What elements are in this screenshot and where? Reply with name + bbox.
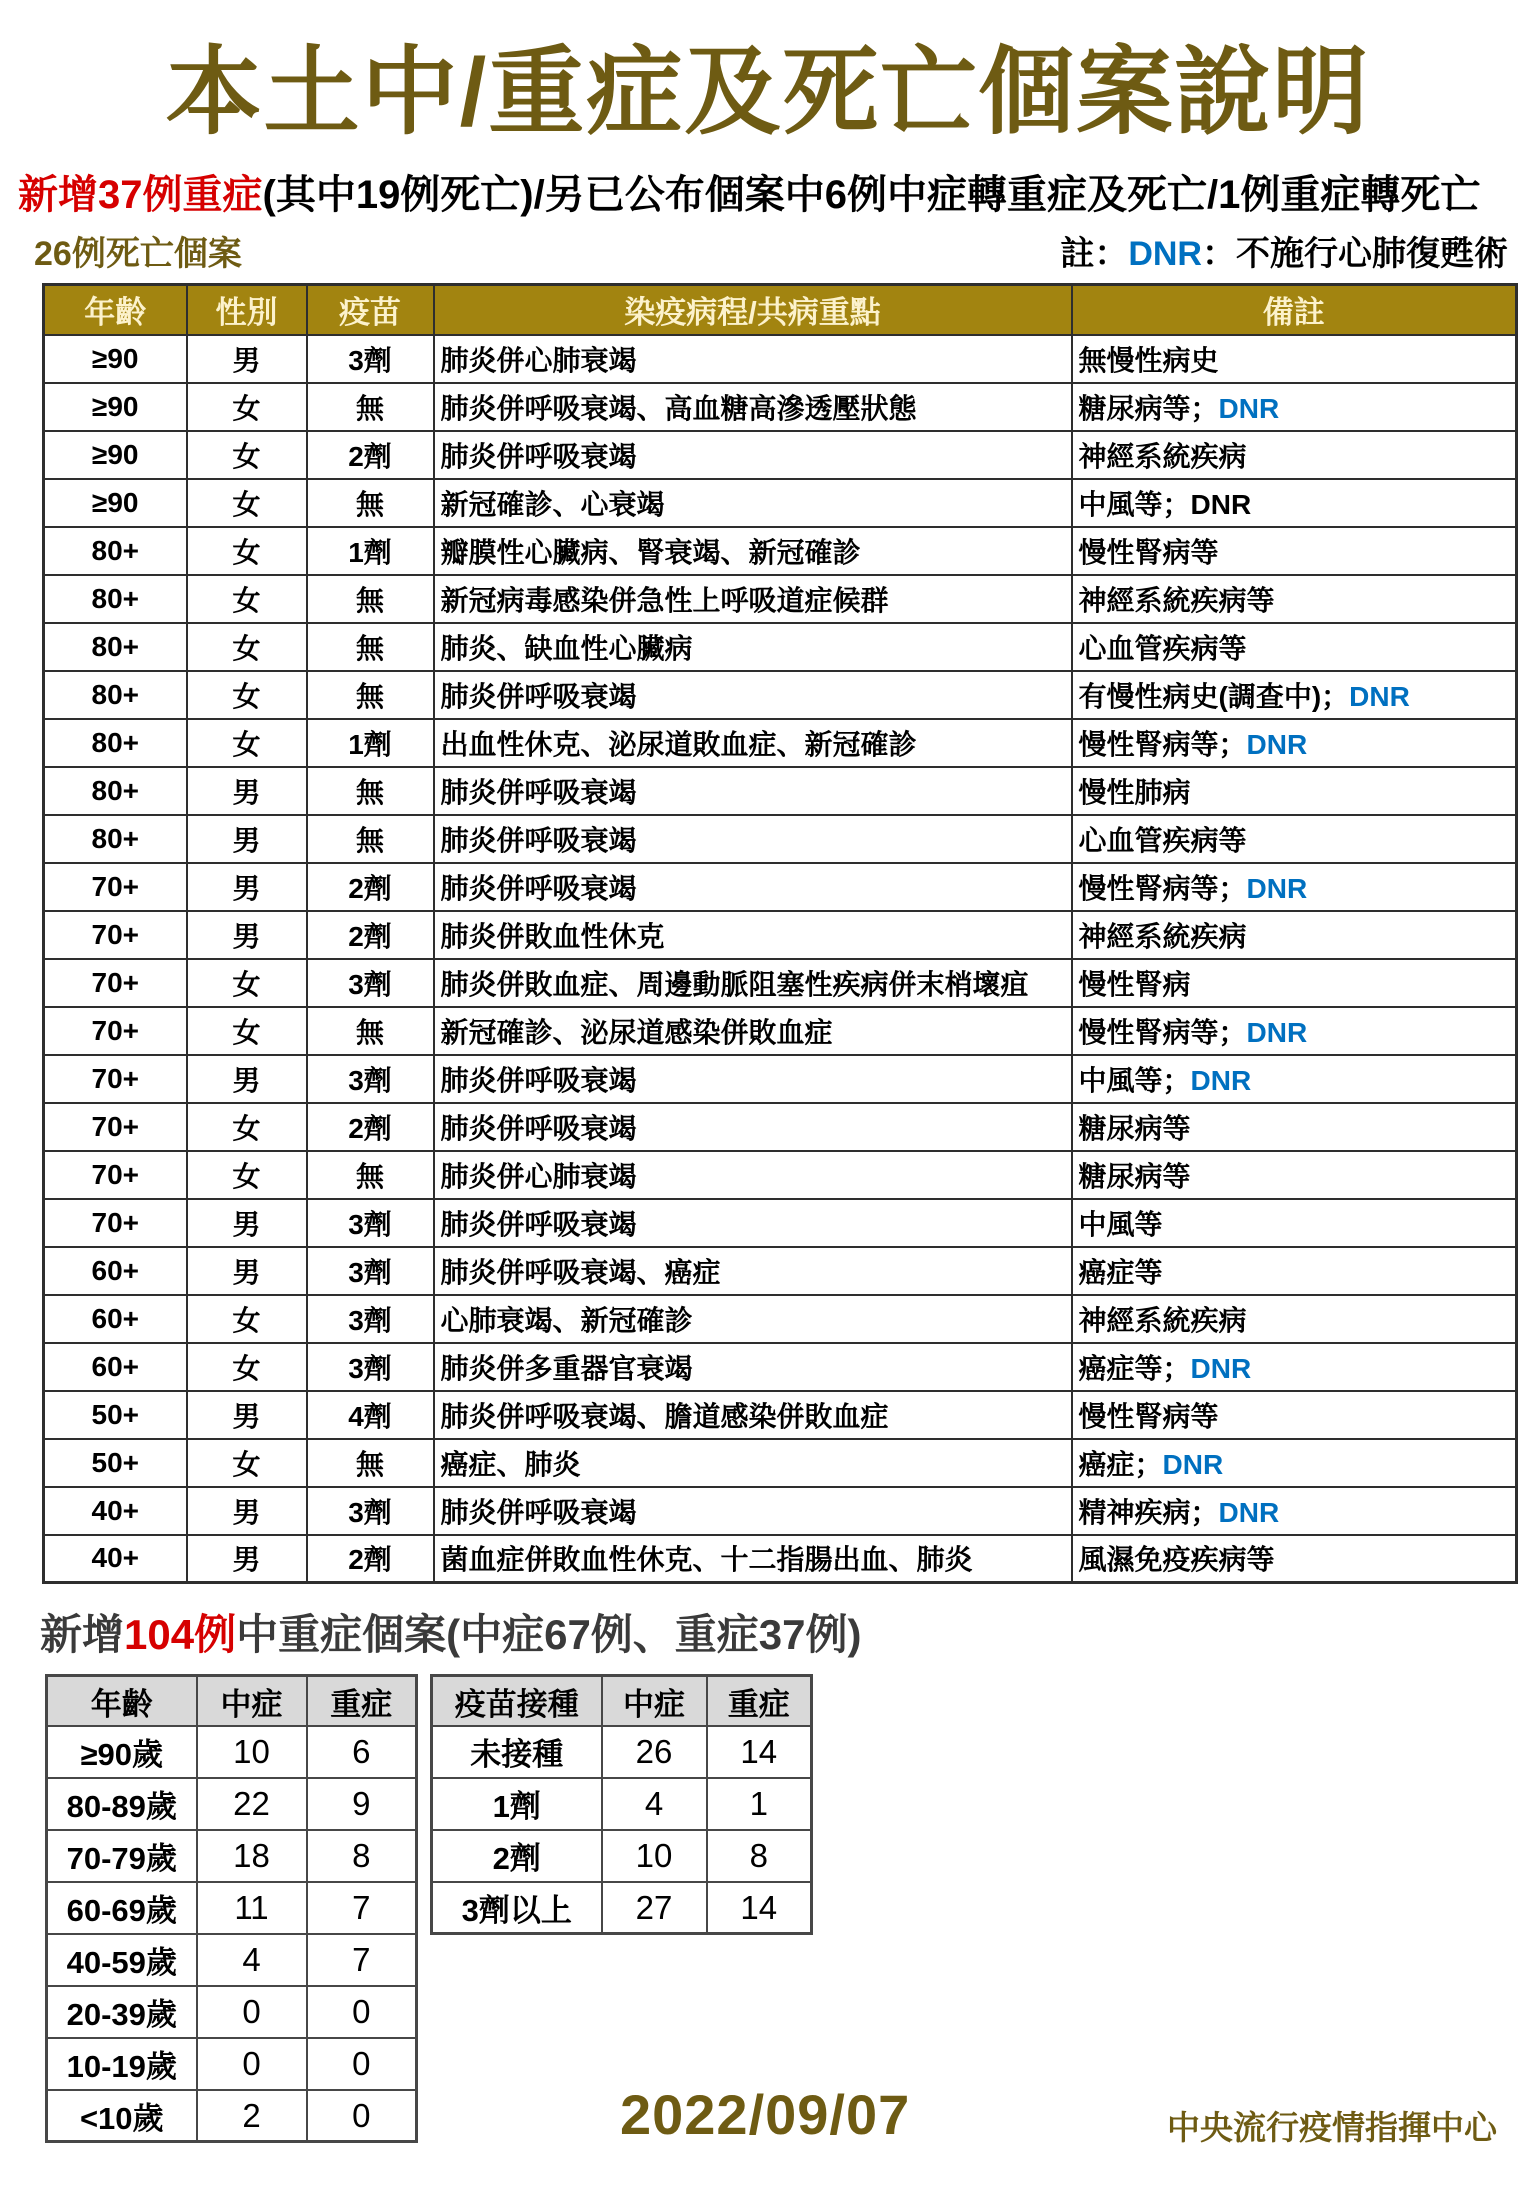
age-cell: 40+	[44, 1487, 187, 1535]
summary-section	[45, 1674, 1536, 2152]
count-cell: 4	[197, 1934, 307, 1986]
age-cell: 70+	[44, 911, 187, 959]
category-cell: 40-59歲	[47, 1934, 197, 1986]
sex-cell: 男	[187, 1391, 307, 1439]
remark-text: 慢性肺病	[1078, 776, 1191, 808]
remark-cell	[1072, 1439, 1517, 1487]
death-table-row	[44, 815, 1517, 863]
vaccine-table-body	[432, 1726, 812, 1934]
disease-course-cell: 肺炎併敗血症、周邊動脈阻塞性疾病併末梢壞疽	[434, 959, 1072, 1007]
disease-course-cell: 肺炎併呼吸衰竭、癌症	[434, 1247, 1072, 1295]
mini-table-row	[47, 2038, 417, 2090]
vaccine-cell: 1劑	[307, 527, 434, 575]
vaccine-cell: 3劑	[307, 1055, 434, 1103]
remark-cell	[1072, 671, 1517, 719]
age-cell: 60+	[44, 1343, 187, 1391]
disease-course-cell: 出血性休克、泌尿道敗血症、新冠確診	[434, 719, 1072, 767]
dnr-tag: DNR	[1190, 1064, 1252, 1096]
vaccine-cell: 無	[307, 815, 434, 863]
remark-text: 癌症等；	[1078, 1352, 1191, 1384]
remark-cell	[1072, 1055, 1517, 1103]
disease-course-cell: 肺炎併心肺衰竭	[434, 335, 1072, 383]
agency-name: 中央流行疫情指揮中心	[1167, 2109, 1497, 2147]
category-cell: 2劑	[432, 1830, 602, 1882]
death-table-row	[44, 1199, 1517, 1247]
dnr-note	[1060, 234, 1508, 275]
age-cell: 70+	[44, 1151, 187, 1199]
remark-cell	[1072, 527, 1517, 575]
death-table-row	[44, 479, 1517, 527]
mini-table-row	[47, 1986, 417, 2038]
count-cell: 0	[307, 2090, 417, 2142]
age-cell: 60+	[44, 1295, 187, 1343]
death-table-row	[44, 431, 1517, 479]
age-cell: 80+	[44, 767, 187, 815]
sex-cell: 女	[187, 1007, 307, 1055]
sex-cell: 男	[187, 1487, 307, 1535]
mini-table-row	[47, 1726, 417, 1778]
vaccine-cell: 無	[307, 1439, 434, 1487]
death-table-row	[44, 1391, 1517, 1439]
vaccine-table-header-row	[432, 1676, 812, 1726]
sex-cell: 女	[187, 1439, 307, 1487]
age-cell: ≥90	[44, 383, 187, 431]
remark-text: 慢性腎病	[1078, 968, 1191, 1000]
remark-text: 心血管疾病等	[1078, 824, 1247, 856]
death-table-row	[44, 959, 1517, 1007]
category-cell: 3劑以上	[432, 1882, 602, 1934]
age-cell: 80+	[44, 527, 187, 575]
vaccine-cell: 4劑	[307, 1391, 434, 1439]
disease-course-cell: 肺炎併呼吸衰竭	[434, 1055, 1072, 1103]
count-cell: 2	[197, 2090, 307, 2142]
remark-cell	[1072, 911, 1517, 959]
remark-cell	[1072, 1007, 1517, 1055]
vaccine-cell: 無	[307, 767, 434, 815]
disease-course-cell: 肺炎併呼吸衰竭	[434, 671, 1072, 719]
category-cell: 10-19歲	[47, 2038, 197, 2090]
remark-cell	[1072, 1247, 1517, 1295]
count-cell: 0	[307, 1986, 417, 2038]
count-cell: 6	[307, 1726, 417, 1778]
age-cell: 70+	[44, 1103, 187, 1151]
age-cell: 70+	[44, 863, 187, 911]
remark-cell	[1072, 479, 1517, 527]
age-cell: 80+	[44, 575, 187, 623]
remark-cell	[1072, 815, 1517, 863]
remark-text: 慢性腎病等	[1078, 1400, 1219, 1432]
death-table-row	[44, 767, 1517, 815]
count-cell: 8	[707, 1830, 812, 1882]
remark-text: 糖尿病等	[1078, 1112, 1191, 1144]
age-cell: 60+	[44, 1247, 187, 1295]
disease-course-cell: 肺炎併呼吸衰竭	[434, 1487, 1072, 1535]
sex-cell: 女	[187, 527, 307, 575]
disease-course-cell: 肺炎併心肺衰竭	[434, 1151, 1072, 1199]
age-cell: 40+	[44, 1535, 187, 1583]
vaccine-cell: 3劑	[307, 1487, 434, 1535]
deaths-count-label: 26例死亡個案	[34, 235, 242, 274]
remark-cell	[1072, 1151, 1517, 1199]
age-cell: ≥90	[44, 335, 187, 383]
count-cell: 8	[307, 1830, 417, 1882]
dnr-tag: DNR	[1246, 1016, 1308, 1048]
count-cell: 1	[707, 1778, 812, 1830]
remark-cell	[1072, 1343, 1517, 1391]
vaccine-cell: 無	[307, 1151, 434, 1199]
remark-text: 慢性腎病等；	[1078, 872, 1247, 904]
death-table-body	[44, 335, 1517, 1583]
remark-text: 神經系統疾病	[1078, 1304, 1247, 1336]
disease-course-cell: 心肺衰竭、新冠確診	[434, 1295, 1072, 1343]
remark-text: 神經系統疾病等	[1078, 584, 1275, 616]
count-cell: 0	[197, 1986, 307, 2038]
remark-cell	[1072, 719, 1517, 767]
remark-cell	[1072, 1391, 1517, 1439]
mini-table-row	[47, 1934, 417, 1986]
vaccine-cell: 2劑	[307, 431, 434, 479]
disease-course-cell: 肺炎併呼吸衰竭、高血糖高滲透壓狀態	[434, 383, 1072, 431]
category-cell: 70-79歲	[47, 1830, 197, 1882]
death-table-row	[44, 911, 1517, 959]
vaccine-cell: 3劑	[307, 959, 434, 1007]
death-table-row	[44, 863, 1517, 911]
disease-course-cell: 肺炎併呼吸衰竭	[434, 431, 1072, 479]
remark-cell	[1072, 335, 1517, 383]
mini-table-row	[432, 1882, 812, 1934]
death-table-header-row	[44, 285, 1517, 335]
count-cell: 0	[307, 2038, 417, 2090]
mini-table-header-cell: 中症	[602, 1676, 707, 1726]
count-cell: 4	[602, 1778, 707, 1830]
mini-table-header-cell: 年齡	[47, 1676, 197, 1726]
age-table-body	[47, 1726, 417, 2142]
remark-text: 中風等；DNR	[1078, 488, 1252, 520]
mini-table-row	[47, 1778, 417, 1830]
remark-cell	[1072, 863, 1517, 911]
count-cell: 7	[307, 1934, 417, 1986]
death-table-header-cell: 疫苗	[307, 285, 434, 335]
disease-course-cell: 肺炎併呼吸衰竭	[434, 767, 1072, 815]
disease-course-cell: 肺炎併呼吸衰竭	[434, 863, 1072, 911]
mini-table-row	[47, 1830, 417, 1882]
remark-text: 癌症等	[1078, 1256, 1163, 1288]
death-table-header-cell: 備註	[1072, 285, 1517, 335]
disease-course-cell: 肺炎、缺血性心臟病	[434, 623, 1072, 671]
remark-cell	[1072, 575, 1517, 623]
sex-cell: 女	[187, 719, 307, 767]
age-cell: ≥90	[44, 431, 187, 479]
vaccine-cell: 無	[307, 1007, 434, 1055]
mini-table-row	[432, 1830, 812, 1882]
disease-course-cell: 肺炎併呼吸衰竭	[434, 815, 1072, 863]
remark-text: 心血管疾病等	[1078, 632, 1247, 664]
remark-cell	[1072, 767, 1517, 815]
age-cell: 80+	[44, 815, 187, 863]
disease-course-cell: 菌血症併敗血性休克、十二指腸出血、肺炎	[434, 1535, 1072, 1583]
sex-cell: 男	[187, 1199, 307, 1247]
remark-cell	[1072, 1103, 1517, 1151]
section-heading-count: 104例	[124, 1611, 237, 1659]
dnr-abbr: DNR	[1128, 235, 1202, 274]
sex-cell: 女	[187, 1151, 307, 1199]
remark-cell	[1072, 959, 1517, 1007]
sex-cell: 女	[187, 1295, 307, 1343]
count-cell: 18	[197, 1830, 307, 1882]
sex-cell: 女	[187, 383, 307, 431]
age-distribution-table	[45, 1674, 418, 2143]
sex-cell: 男	[187, 1247, 307, 1295]
section-heading	[40, 1612, 1536, 1658]
vaccination-distribution-table	[430, 1674, 813, 1935]
death-table-row	[44, 1295, 1517, 1343]
mini-table-row	[47, 2090, 417, 2142]
death-table-row	[44, 527, 1517, 575]
sex-cell: 女	[187, 1103, 307, 1151]
age-cell: 80+	[44, 719, 187, 767]
vaccine-cell: 無	[307, 671, 434, 719]
dnr-tag: DNR	[1246, 872, 1308, 904]
report-date: 2022/09/07	[620, 2083, 911, 2147]
category-cell: 1劑	[432, 1778, 602, 1830]
remark-cell	[1072, 431, 1517, 479]
remark-text: 中風等；	[1078, 1064, 1191, 1096]
dnr-tag: DNR	[1349, 680, 1410, 712]
age-cell: ≥90	[44, 479, 187, 527]
remark-text: 神經系統疾病	[1078, 440, 1247, 472]
sex-cell: 男	[187, 335, 307, 383]
death-table-row	[44, 1487, 1517, 1535]
age-cell: 70+	[44, 1055, 187, 1103]
count-cell: 10	[197, 1726, 307, 1778]
remark-text: 癌症；	[1078, 1448, 1163, 1480]
remark-text: 中風等	[1078, 1208, 1163, 1240]
count-cell: 26	[602, 1726, 707, 1778]
mini-table-header-cell: 重症	[307, 1676, 417, 1726]
mini-table-header-cell: 中症	[197, 1676, 307, 1726]
count-cell: 0	[197, 2038, 307, 2090]
count-cell: 27	[602, 1882, 707, 1934]
sex-cell: 女	[187, 575, 307, 623]
remark-cell	[1072, 383, 1517, 431]
meta-row	[34, 234, 1508, 275]
vaccine-cell: 3劑	[307, 1295, 434, 1343]
remark-cell	[1072, 1487, 1517, 1535]
disease-course-cell: 癌症、肺炎	[434, 1439, 1072, 1487]
disease-course-cell: 新冠確診、心衰竭	[434, 479, 1072, 527]
death-table-row	[44, 719, 1517, 767]
age-cell: 70+	[44, 1007, 187, 1055]
death-table-row	[44, 1103, 1517, 1151]
subtitle	[18, 172, 1522, 218]
sex-cell: 女	[187, 431, 307, 479]
vaccine-cell: 3劑	[307, 1247, 434, 1295]
remark-cell	[1072, 1199, 1517, 1247]
death-table-row	[44, 1247, 1517, 1295]
remark-text: 糖尿病等；	[1078, 392, 1219, 424]
category-cell: 20-39歲	[47, 1986, 197, 2038]
disease-course-cell: 新冠確診、泌尿道感染併敗血症	[434, 1007, 1072, 1055]
age-cell: 80+	[44, 623, 187, 671]
sex-cell: 男	[187, 767, 307, 815]
vaccine-cell: 2劑	[307, 1535, 434, 1583]
age-table-header-row	[47, 1676, 417, 1726]
death-table-row	[44, 1343, 1517, 1391]
vaccine-cell: 2劑	[307, 863, 434, 911]
dnr-tag: DNR	[1190, 1352, 1252, 1384]
count-cell: 10	[602, 1830, 707, 1882]
death-table-header-cell: 年齡	[44, 285, 187, 335]
sex-cell: 女	[187, 671, 307, 719]
remark-text: 有慢性病史(調查中)；	[1078, 680, 1350, 712]
vaccine-cell: 無	[307, 479, 434, 527]
disease-course-cell: 肺炎併呼吸衰竭	[434, 1103, 1072, 1151]
page-title: 本土中/重症及死亡個案說明	[165, 39, 1371, 146]
count-cell: 14	[707, 1726, 812, 1778]
remark-text: 精神疾病；	[1078, 1496, 1219, 1528]
remark-text: 慢性腎病等；	[1078, 1016, 1247, 1048]
age-cell: 70+	[44, 959, 187, 1007]
disease-course-cell: 瓣膜性心臟病、腎衰竭、新冠確診	[434, 527, 1072, 575]
death-table-row	[44, 1055, 1517, 1103]
remark-text: 慢性腎病等；	[1078, 728, 1247, 760]
category-cell: 80-89歲	[47, 1778, 197, 1830]
disease-course-cell: 肺炎併呼吸衰竭、膽道感染併敗血症	[434, 1391, 1072, 1439]
sex-cell: 女	[187, 1343, 307, 1391]
death-table-row	[44, 623, 1517, 671]
mini-table-header-cell: 疫苗接種	[432, 1676, 602, 1726]
vaccine-cell: 無	[307, 383, 434, 431]
remark-text: 神經系統疾病	[1078, 920, 1247, 952]
death-table-header-cell: 染疫病程/共病重點	[434, 285, 1072, 335]
vaccine-cell: 3劑	[307, 335, 434, 383]
remark-cell	[1072, 1295, 1517, 1343]
vaccine-cell: 無	[307, 575, 434, 623]
age-cell: 50+	[44, 1391, 187, 1439]
subtitle-new-severe-count: 新增37例重症	[18, 173, 263, 218]
mini-table-header-cell: 重症	[707, 1676, 812, 1726]
dnr-note-suffix: ：不施行心肺復甦術	[1202, 235, 1508, 274]
sex-cell: 男	[187, 815, 307, 863]
count-cell: 22	[197, 1778, 307, 1830]
remark-text: 無慢性病史	[1078, 344, 1219, 376]
category-cell: <10歲	[47, 2090, 197, 2142]
death-table-row	[44, 575, 1517, 623]
sex-cell: 女	[187, 959, 307, 1007]
vaccine-cell: 3劑	[307, 1343, 434, 1391]
section-heading-prefix: 新增	[40, 1611, 125, 1659]
death-table-row	[44, 383, 1517, 431]
remark-cell	[1072, 1535, 1517, 1583]
vaccine-cell: 2劑	[307, 1103, 434, 1151]
death-table-row	[44, 671, 1517, 719]
dnr-tag: DNR	[1218, 1496, 1280, 1528]
disease-course-cell: 肺炎併敗血性休克	[434, 911, 1072, 959]
age-cell: 50+	[44, 1439, 187, 1487]
category-cell: ≥90歲	[47, 1726, 197, 1778]
death-table-row	[44, 1151, 1517, 1199]
death-table-row	[44, 335, 1517, 383]
death-cases-table	[42, 283, 1518, 1584]
age-cell: 70+	[44, 1199, 187, 1247]
disease-course-cell: 新冠病毒感染併急性上呼吸道症候群	[434, 575, 1072, 623]
sex-cell: 男	[187, 1535, 307, 1583]
disease-course-cell: 肺炎併呼吸衰竭	[434, 1199, 1072, 1247]
vaccine-cell: 3劑	[307, 1199, 434, 1247]
dnr-tag: DNR	[1218, 392, 1280, 424]
mini-table-row	[432, 1778, 812, 1830]
death-table-row	[44, 1007, 1517, 1055]
dnr-tag: DNR	[1246, 728, 1308, 760]
disease-course-cell: 肺炎併多重器官衰竭	[434, 1343, 1072, 1391]
sex-cell: 女	[187, 479, 307, 527]
infographic-page	[0, 26, 1536, 2196]
dnr-note-prefix: 註：	[1060, 235, 1129, 274]
death-table-row	[44, 1535, 1517, 1583]
category-cell: 未接種	[432, 1726, 602, 1778]
mini-table-row	[432, 1726, 812, 1778]
remark-text: 糖尿病等	[1078, 1160, 1191, 1192]
remark-text: 風濕免疫疾病等	[1078, 1544, 1275, 1576]
sex-cell: 男	[187, 863, 307, 911]
vaccine-cell: 無	[307, 623, 434, 671]
remark-cell	[1072, 623, 1517, 671]
subtitle-detail: (其中19例死亡)/另已公布個案中6例中症轉重症及死亡/1例重症轉死亡	[262, 173, 1481, 218]
sex-cell: 女	[187, 623, 307, 671]
count-cell: 9	[307, 1778, 417, 1830]
vaccine-cell: 1劑	[307, 719, 434, 767]
category-cell: 60-69歲	[47, 1882, 197, 1934]
death-table-header-cell: 性別	[187, 285, 307, 335]
count-cell: 7	[307, 1882, 417, 1934]
dnr-tag: DNR	[1162, 1448, 1224, 1480]
death-table-row	[44, 1439, 1517, 1487]
vaccine-cell: 2劑	[307, 911, 434, 959]
mini-table-row	[47, 1882, 417, 1934]
count-cell: 14	[707, 1882, 812, 1934]
age-cell: 80+	[44, 671, 187, 719]
sex-cell: 男	[187, 911, 307, 959]
section-heading-suffix: 中重症個案(中症67例、重症37例)	[236, 1611, 862, 1659]
count-cell: 11	[197, 1882, 307, 1934]
sex-cell: 男	[187, 1055, 307, 1103]
remark-text: 慢性腎病等	[1078, 536, 1219, 568]
